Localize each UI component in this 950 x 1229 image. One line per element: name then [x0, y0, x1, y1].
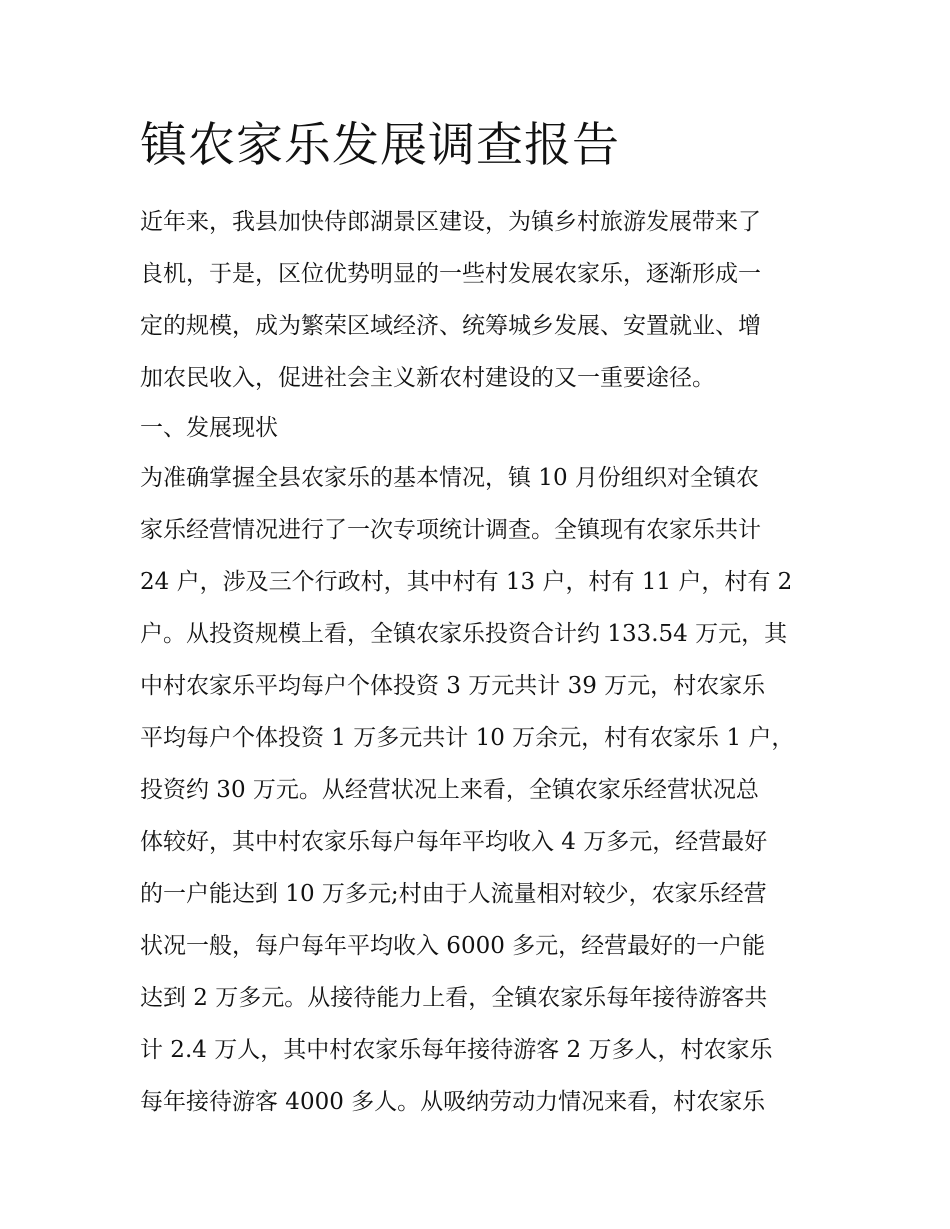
document-title: 镇农家乐发展调查报告 [140, 118, 620, 173]
paragraph-line: 的一户能达到 10 万多元;村由于人流量相对较少，农家乐经营 [140, 881, 767, 907]
paragraph-line: 24 户，涉及三个行政村，其中村有 13 户，村有 11 户，村有 2 [140, 569, 793, 595]
paragraph-line: 体较好，其中村农家乐每户每年平均收入 4 万多元，经营最好 [140, 829, 768, 855]
paragraph-line: 良机，于是，区位优势明显的一些村发展农家乐，逐渐形成一 [140, 261, 761, 287]
paragraph-line: 状况一般，每户每年平均收入 6000 多元，经营最好的一户能 [140, 933, 766, 959]
paragraph-line: 达到 2 万多元。从接待能力上看，全镇农家乐每年接待游客共 [140, 985, 768, 1011]
paragraph-line: 中村农家乐平均每户个体投资 3 万元共计 39 万元，村农家乐 [140, 673, 766, 699]
paragraph-line: 平均每户个体投资 1 万多元共计 10 万余元，村有农家乐 1 户， [140, 725, 795, 751]
paragraph-line: 家乐经营情况进行了一次专项统计调查。全镇现有农家乐共计 [140, 517, 761, 543]
paragraph-line: 近年来，我县加快侍郎湖景区建设，为镇乡村旅游发展带来了 [140, 209, 761, 235]
section-heading: 一、发展现状 [140, 415, 278, 441]
paragraph-line: 加农民收入，促进社会主义新农村建设的又一重要途径。 [140, 365, 715, 391]
paragraph-line: 定的规模，成为繁荣区域经济、统筹城乡发展、安置就业、增 [140, 313, 761, 339]
paragraph-line: 计 2.4 万人，其中村农家乐每年接待游客 2 万多人，村农家乐 [140, 1037, 773, 1063]
paragraph-line: 每年接待游客 4000 多人。从吸纳劳动力情况来看，村农家乐 [140, 1089, 766, 1115]
paragraph-line: 户。从投资规模上看，全镇农家乐投资合计约 133.54 万元，其 [140, 621, 788, 647]
paragraph-line: 投资约 30 万元。从经营状况上来看，全镇农家乐经营状况总 [140, 777, 759, 803]
paragraph-line: 为准确掌握全县农家乐的基本情况，镇 10 月份组织对全镇农 [140, 465, 759, 491]
document-body [140, 196, 820, 1128]
